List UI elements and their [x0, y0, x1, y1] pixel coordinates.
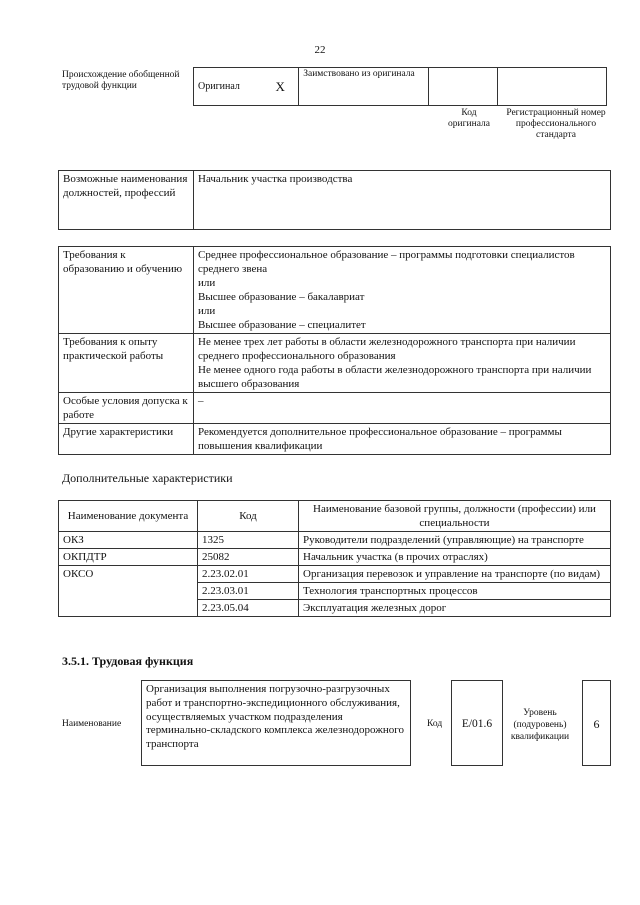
- origin-table: [193, 67, 607, 106]
- table-row: 2.23.05.04 Эксплуатация железных дорог: [59, 600, 611, 617]
- req-special-label: Особые условия допуска к работе: [59, 393, 194, 424]
- function-code-label: Код: [427, 719, 443, 729]
- original-mark: X: [262, 68, 299, 106]
- req-education-label: Требования к образованию и обучению: [59, 247, 194, 334]
- borrowed-cell: Заимствовано из оригинала: [299, 68, 428, 106]
- table-row: ОКСО 2.23.02.01 Организация перевозок и управление на транспорте (по видам): [59, 566, 611, 583]
- function-level-value: 6: [582, 680, 611, 766]
- positions-value: Начальник участка производства: [194, 171, 611, 230]
- req-experience-label: Требования к опыту практической работы: [59, 334, 194, 393]
- original-cell: Оригинал: [194, 68, 263, 106]
- additional-title: Дополнительные характеристики: [62, 471, 233, 485]
- req-experience-value: Не менее трех лет работы в области железнодорожного транспорта при наличии среднего профессионального образования Не менее одного года работы в области железнодорожного транспорта при наличии высшего образования: [194, 334, 611, 393]
- function-heading: 3.5.1. Трудовая функция: [62, 654, 194, 668]
- table-row: ОКПДТР 25082 Начальник участка (в прочих отраслях): [59, 549, 611, 566]
- function-code-value: E/01.6: [451, 680, 503, 766]
- positions-table: [58, 170, 611, 230]
- table-row: 2.23.03.01 Технология транспортных процессов: [59, 583, 611, 600]
- reg-caption: Регистрационный номер профессионального стандарта: [506, 108, 606, 140]
- page-number: 22: [314, 44, 326, 56]
- header-code: Код: [198, 501, 299, 532]
- requirements-table: [58, 246, 611, 455]
- table-row: ОКЗ 1325 Руководители подразделений (управляющие) на транспорте: [59, 532, 611, 549]
- function-level-label: Уровень (подуровень) квалификации: [510, 708, 570, 742]
- additional-table: [58, 500, 611, 617]
- function-name-value: Организация выполнения погрузочно-разгрузочных работ и транспортно-экспедиционного обслуживания, осуществляемых участком подразделения терминально-складского комплекса железнодорожного транспорта: [141, 680, 411, 766]
- req-other-value: Рекомендуется дополнительное профессиональное образование – программы повышения квалификации: [194, 424, 611, 455]
- req-education-value: Среднее профессиональное образование – программы подготовки специалистов среднего звена или Высшее образование – бакалавриат или Высшее образование – специалитет: [194, 247, 611, 334]
- code-caption: Код оригинала: [448, 108, 490, 129]
- header-doc: Наименование документа: [59, 501, 198, 532]
- positions-label: Возможные наименования должностей, профессий: [59, 171, 194, 230]
- reg-number-cell: [497, 68, 606, 106]
- req-other-label: Другие характеристики: [59, 424, 194, 455]
- original-code-cell: [428, 68, 497, 106]
- header-name: Наименование базовой группы, должности (профессии) или специальности: [299, 501, 611, 532]
- origin-label: Происхождение обобщенной трудовой функции: [62, 70, 180, 91]
- function-name-label: Наименование: [62, 719, 122, 729]
- req-special-value: –: [194, 393, 611, 424]
